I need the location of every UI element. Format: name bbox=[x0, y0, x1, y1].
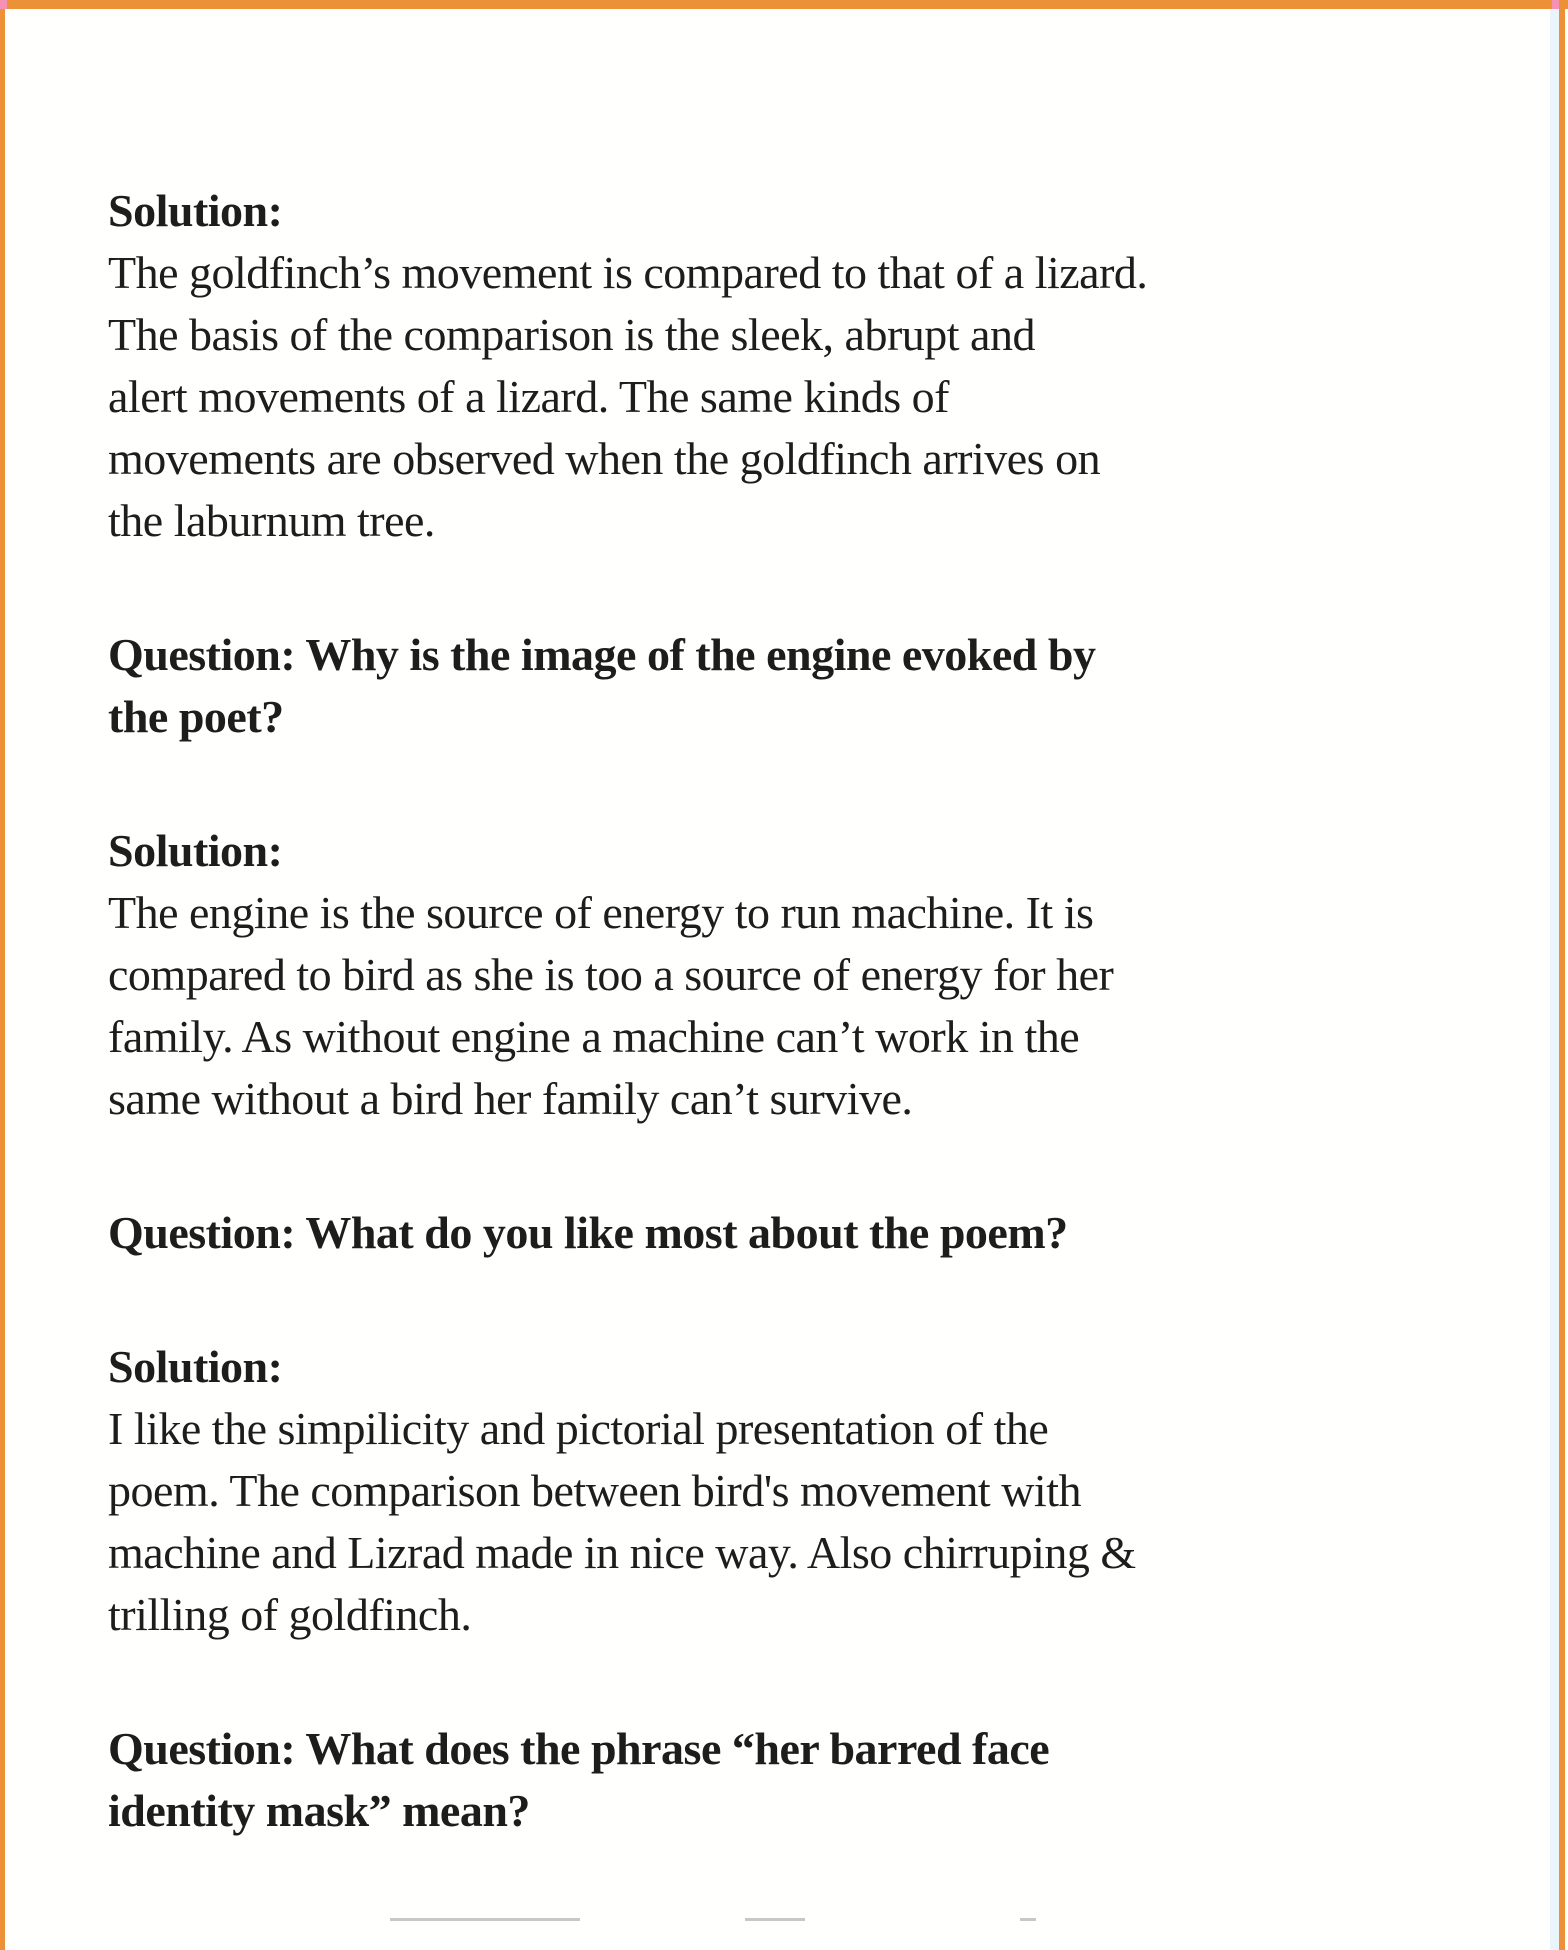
solution-heading: Solution: bbox=[108, 1341, 283, 1392]
solution-text-line: same without a bird her family can’t survive. bbox=[108, 1073, 913, 1124]
question-block-3 bbox=[108, 1718, 1348, 1842]
solution-heading: Solution: bbox=[108, 185, 283, 236]
solution-heading: Solution: bbox=[108, 825, 283, 876]
solution-text-line: the laburnum tree. bbox=[108, 495, 435, 546]
question-text-line: Question: What does the phrase “her barred face bbox=[108, 1723, 1050, 1774]
page-right-edge-tint bbox=[1550, 0, 1559, 1950]
question-text-line: Question: Why is the image of the engine evoked by bbox=[108, 629, 1096, 680]
page-bottom-text-fragment bbox=[745, 1918, 805, 1921]
question-text-line: identity mask” mean? bbox=[108, 1785, 530, 1836]
scan-artifact-top-left bbox=[0, 0, 7, 9]
solution-text-line: alert movements of a lizard. The same kinds of bbox=[108, 371, 949, 422]
document-content bbox=[108, 180, 1348, 1914]
solution-text-line: compared to bird as she is too a source of energy for her bbox=[108, 949, 1114, 1000]
page-bottom-text-fragment bbox=[1020, 1918, 1036, 1921]
solution-text-line: I like the simpilicity and pictorial presentation of the bbox=[108, 1403, 1049, 1454]
solution-block-2 bbox=[108, 820, 1348, 1130]
solution-text-line: The goldfinch’s movement is compared to that of a lizard. bbox=[108, 247, 1148, 298]
solution-text-line: poem. The comparison between bird's movement with bbox=[108, 1465, 1081, 1516]
solution-text-line: machine and Lizrad made in nice way. Also chirruping & bbox=[108, 1527, 1136, 1578]
solution-block-1 bbox=[108, 180, 1348, 552]
page-bottom-text-fragment bbox=[390, 1918, 580, 1921]
solution-text-line: family. As without engine a machine can’t work in the bbox=[108, 1011, 1080, 1062]
question-text-line: Question: What do you like most about the poem? bbox=[108, 1207, 1068, 1258]
scan-artifact-top-right bbox=[1552, 0, 1559, 9]
question-block-2 bbox=[108, 1202, 1348, 1264]
page-border-top bbox=[0, 0, 1568, 9]
question-block-1 bbox=[108, 624, 1348, 748]
question-text-line: the poet? bbox=[108, 691, 284, 742]
solution-text-line: The basis of the comparison is the sleek, abrupt and bbox=[108, 309, 1035, 360]
page-border-left bbox=[0, 0, 5, 1950]
solution-block-3 bbox=[108, 1336, 1348, 1646]
solution-text-line: The engine is the source of energy to run machine. It is bbox=[108, 887, 1094, 938]
solution-text-line: trilling of goldfinch. bbox=[108, 1589, 472, 1640]
solution-text-line: movements are observed when the goldfinch arrives on bbox=[108, 433, 1101, 484]
page-border-right bbox=[1559, 0, 1565, 1950]
